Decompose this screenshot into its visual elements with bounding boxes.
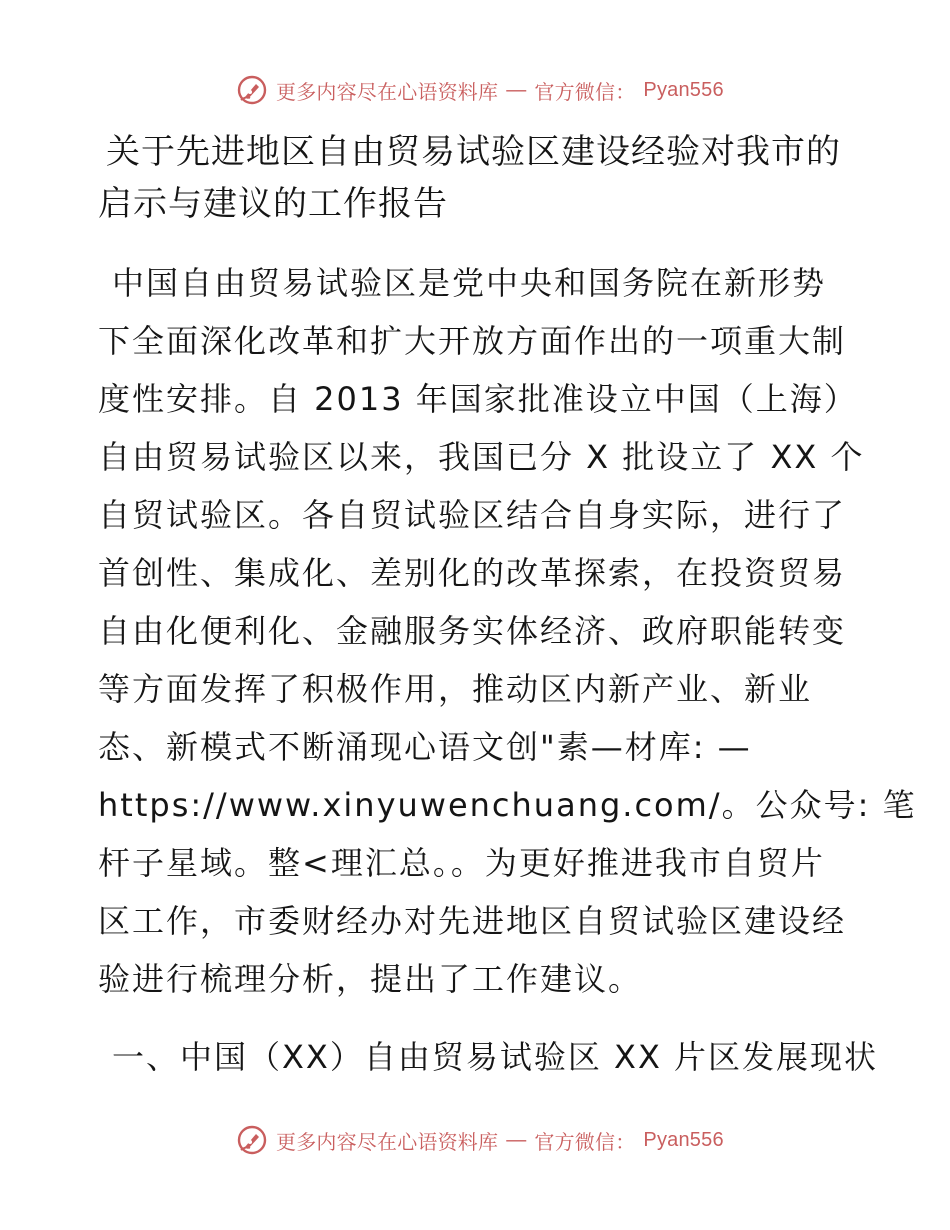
watermark-wechat-label: 官方微信： <box>534 81 636 104</box>
paragraph-line: 态、新模式不断涌现心语文创"素—材库: — <box>98 728 752 766</box>
title-line: 启示与建议的工作报告 <box>98 184 448 224</box>
paragraph-line: 验进行梳理分析，提出了工作建议。 <box>98 960 643 998</box>
watermark-wechat-label: 官方微信： <box>534 1131 636 1154</box>
watermark-site-name: 更多内容尽在心语资料库 <box>276 81 499 104</box>
paragraph-line: https://www.xinyuwenchuang.com/。公众号: 笔 <box>98 786 917 824</box>
paragraph-line: 自贸试验区。各自贸试验区结合自身实际，进行了 <box>98 496 847 534</box>
footer-watermark <box>236 1122 756 1158</box>
paragraph-line: 杆子星域。整<理汇总。。为更好推进我市自贸片 <box>98 844 825 882</box>
paragraph-line: 区工作，市委财经办对先进地区自贸试验区建设经 <box>98 902 847 940</box>
watermark-wechat-id: Pyan556 <box>643 78 724 101</box>
pen-nib-logo-icon <box>236 1124 268 1156</box>
paragraph-line: 下全面深化改革和扩大开放方面作出的一项重大制 <box>98 322 847 360</box>
watermark-wechat-id: Pyan556 <box>643 1128 724 1151</box>
paragraph-line: 自由贸易试验区以来，我国已分 X 批设立了 XX 个 <box>98 438 865 476</box>
paragraph-line: 自由化便利化、金融服务实体经济、政府职能转变 <box>98 612 847 650</box>
paragraph-line: 首创性、集成化、差别化的改革探索，在投资贸易 <box>98 554 847 592</box>
watermark-dash: — <box>506 78 527 101</box>
document-title <box>98 126 858 230</box>
paragraph-line: 度性安排。自 2013 年国家批准设立中国（上海） <box>98 380 858 418</box>
body-paragraph <box>98 254 917 1008</box>
watermark-site-name: 更多内容尽在心语资料库 <box>276 1131 499 1154</box>
pen-nib-logo-icon <box>236 74 268 106</box>
watermark-dash: — <box>506 1128 527 1151</box>
paragraph-line: 等方面发挥了积极作用，推动区内新产业、新业 <box>98 670 813 708</box>
title-line: 关于先进地区自由贸易试验区建设经验对我市的 <box>106 132 841 172</box>
paragraph-line: 中国自由贸易试验区是党中央和国务院在新形势 <box>112 264 827 302</box>
section-heading: 一、中国（XX）自由贸易试验区 XX 片区发展现状 <box>112 1038 879 1076</box>
header-watermark <box>236 72 756 108</box>
